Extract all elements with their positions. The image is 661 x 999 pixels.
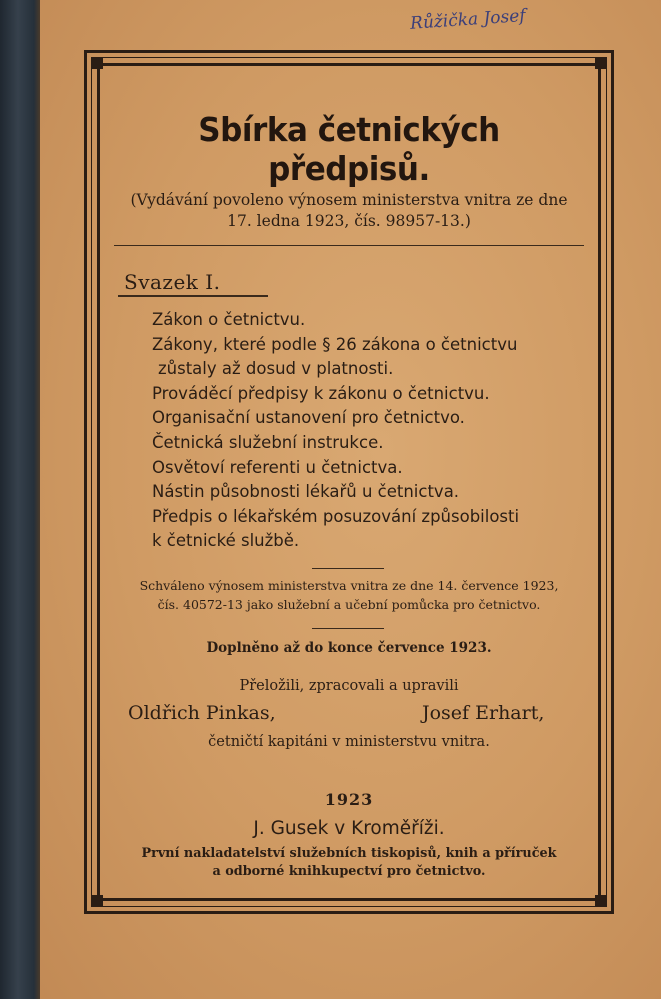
approval-note [104,576,594,614]
divider-top [114,245,584,246]
volume-underline [118,295,268,297]
corner-ornament-top-right [595,57,607,69]
approval-line-1: Schváleno výnosem ministerstva vnitra ze dne 14. července 1923, [139,578,559,593]
toc-item-text: Nástin působnosti lékařů u četnictva. [152,482,460,502]
supplement-note: Doplněno až do konce července 1923. [206,640,492,656]
author-name: Josef Erhart, [422,702,545,724]
toc-item-text: Organisační ustanovení pro četnictvo. [152,408,465,428]
volume-label: Svazek I. [124,270,221,294]
permission-line-1: (Vydávání povoleno výnosem ministerstva vnitra ze dne [130,191,568,209]
handwritten-signature: Růžička Josef [409,5,527,34]
toc-item-continuation: zůstaly až dosud v platnosti. [158,359,394,379]
toc-item [152,406,592,431]
toc-item-text: Zákon o četnictvu. [152,310,306,329]
publisher-name: J. Gusek v Kroměříži. [253,818,445,839]
toc-item-text: Předpis o lékařském posuzování způsobilosti [152,506,520,526]
toc-item [152,308,592,333]
approval-line-2: čís. 40572-13 jako služební a učební pomůcka pro četnictvo. [157,597,541,612]
corner-ornament-bottom-left [91,895,103,907]
author-name: Oldřich Pinkas, [128,702,276,724]
corner-ornament-top-left [91,57,103,69]
divider-approval-top [312,568,384,569]
toc-item [152,431,592,456]
toc-item [152,382,592,407]
prepared-by: Přeložili, zpracovali a upravili [239,678,459,694]
publication-year: 1923 [324,790,374,809]
toc-item-continuation: k četnické službě. [152,531,300,551]
toc-item-text: Zákony, které podle § 26 zákona o četnictvu [152,334,518,354]
toc-item [152,480,592,505]
divider-approval-bottom [312,628,384,629]
toc-item [152,505,592,554]
table-of-contents [152,308,592,554]
toc-item-text: Osvětoví referenti u četnictva. [152,457,403,477]
book-spine [0,0,40,999]
authors-rank: četničtí kapitáni v ministerstvu vnitra. [208,734,490,750]
toc-item-text: Četnická služební instrukce. [152,432,384,452]
permission-line-2: 17. ledna 1923, čís. 98957-13.) [227,212,471,230]
toc-item [152,456,592,481]
publisher-description [104,845,594,881]
publisher-description-line-2: a odborné knihkupectví pro četnictvo. [212,864,486,879]
corner-ornament-bottom-right [595,895,607,907]
publication-permission [104,190,594,232]
publisher-description-line-1: První nakladatelství služebních tiskopisů, knih a příruček [141,846,557,861]
toc-item [152,333,592,382]
book-title: Sbírka četnických předpisů. [198,110,500,188]
toc-item-text: Prováděcí předpisy k zákonu o četnictvu. [152,383,490,403]
